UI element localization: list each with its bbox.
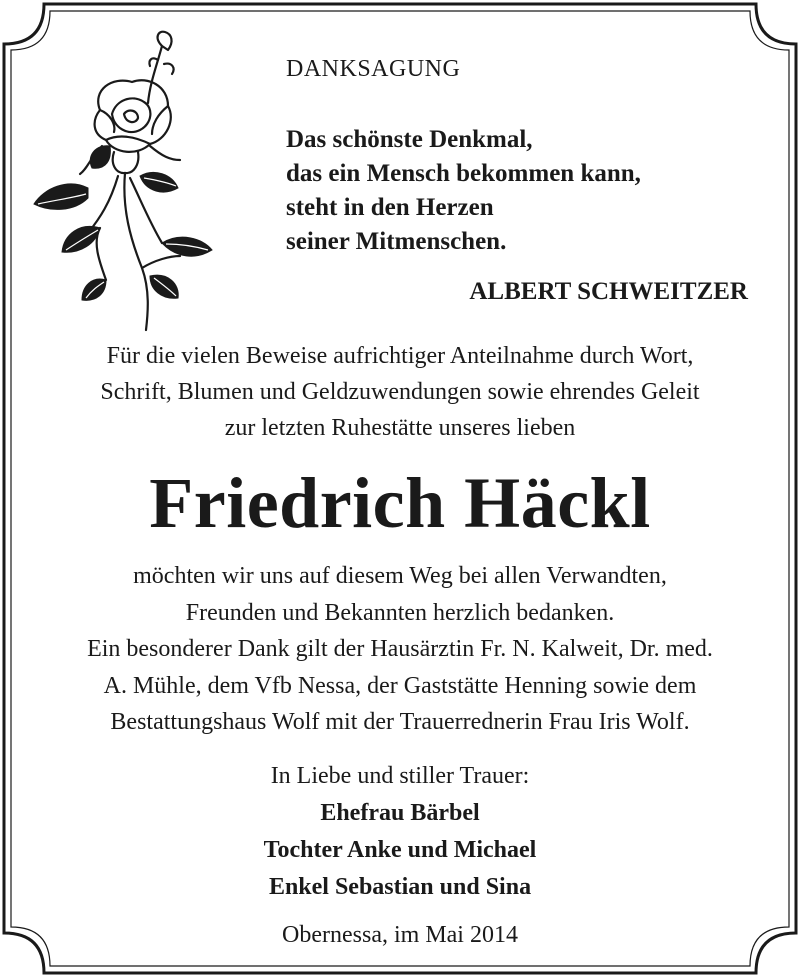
- signoff-intro: In Liebe und stiller Trauer:: [270, 763, 530, 789]
- thanks-line: Ein besonderer Dank gilt der Hausärztin Fr. N. Kalweit, Dr. med.: [87, 636, 713, 662]
- place-date: Obernessa, im Mai 2014: [282, 922, 518, 948]
- quote-line: Das schönste Denkmal,: [286, 126, 533, 153]
- mourner-name: Tochter Anke und Michael: [263, 837, 537, 863]
- signoff-block: [0, 758, 800, 906]
- quote-author: ALBERT SCHWEITZER: [469, 278, 748, 305]
- quote-line: steht in den Herzen: [286, 194, 494, 221]
- mourner-name: Ehefrau Bärbel: [320, 800, 480, 826]
- thanks-line: Freunden und Bekannten herzlich bedanken.: [185, 599, 615, 626]
- heading-danksagung: DANKSAGUNG: [286, 56, 461, 82]
- rose-icon: [30, 28, 220, 333]
- intro-line: Für die vielen Beweise aufrichtiger Anteilnahme durch Wort,: [106, 343, 694, 369]
- deceased-name: Friedrich Häckl: [149, 463, 651, 543]
- thanks-line: A. Mühle, dem Vfb Nessa, der Gaststätte Henning sowie dem: [103, 672, 697, 699]
- quote-line: seiner Mitmenschen.: [286, 228, 507, 255]
- intro-line: zur letzten Ruhestätte unseres lieben: [224, 415, 576, 441]
- intro-line: Schrift, Blumen und Geldzuwendungen sowie ehrendes Geleit: [100, 379, 700, 405]
- thanks-line: möchten wir uns auf diesem Weg bei allen Verwandten,: [133, 563, 667, 589]
- thanks-line: Bestattungshaus Wolf mit der Trauerrednerin Frau Iris Wolf.: [110, 709, 690, 735]
- quote-block: [286, 123, 641, 259]
- intro-paragraph: [0, 338, 800, 446]
- quote-line: das ein Mensch bekommen kann,: [286, 160, 641, 187]
- mourner-name: Enkel Sebastian und Sina: [268, 874, 532, 900]
- thanks-paragraph: [0, 558, 800, 741]
